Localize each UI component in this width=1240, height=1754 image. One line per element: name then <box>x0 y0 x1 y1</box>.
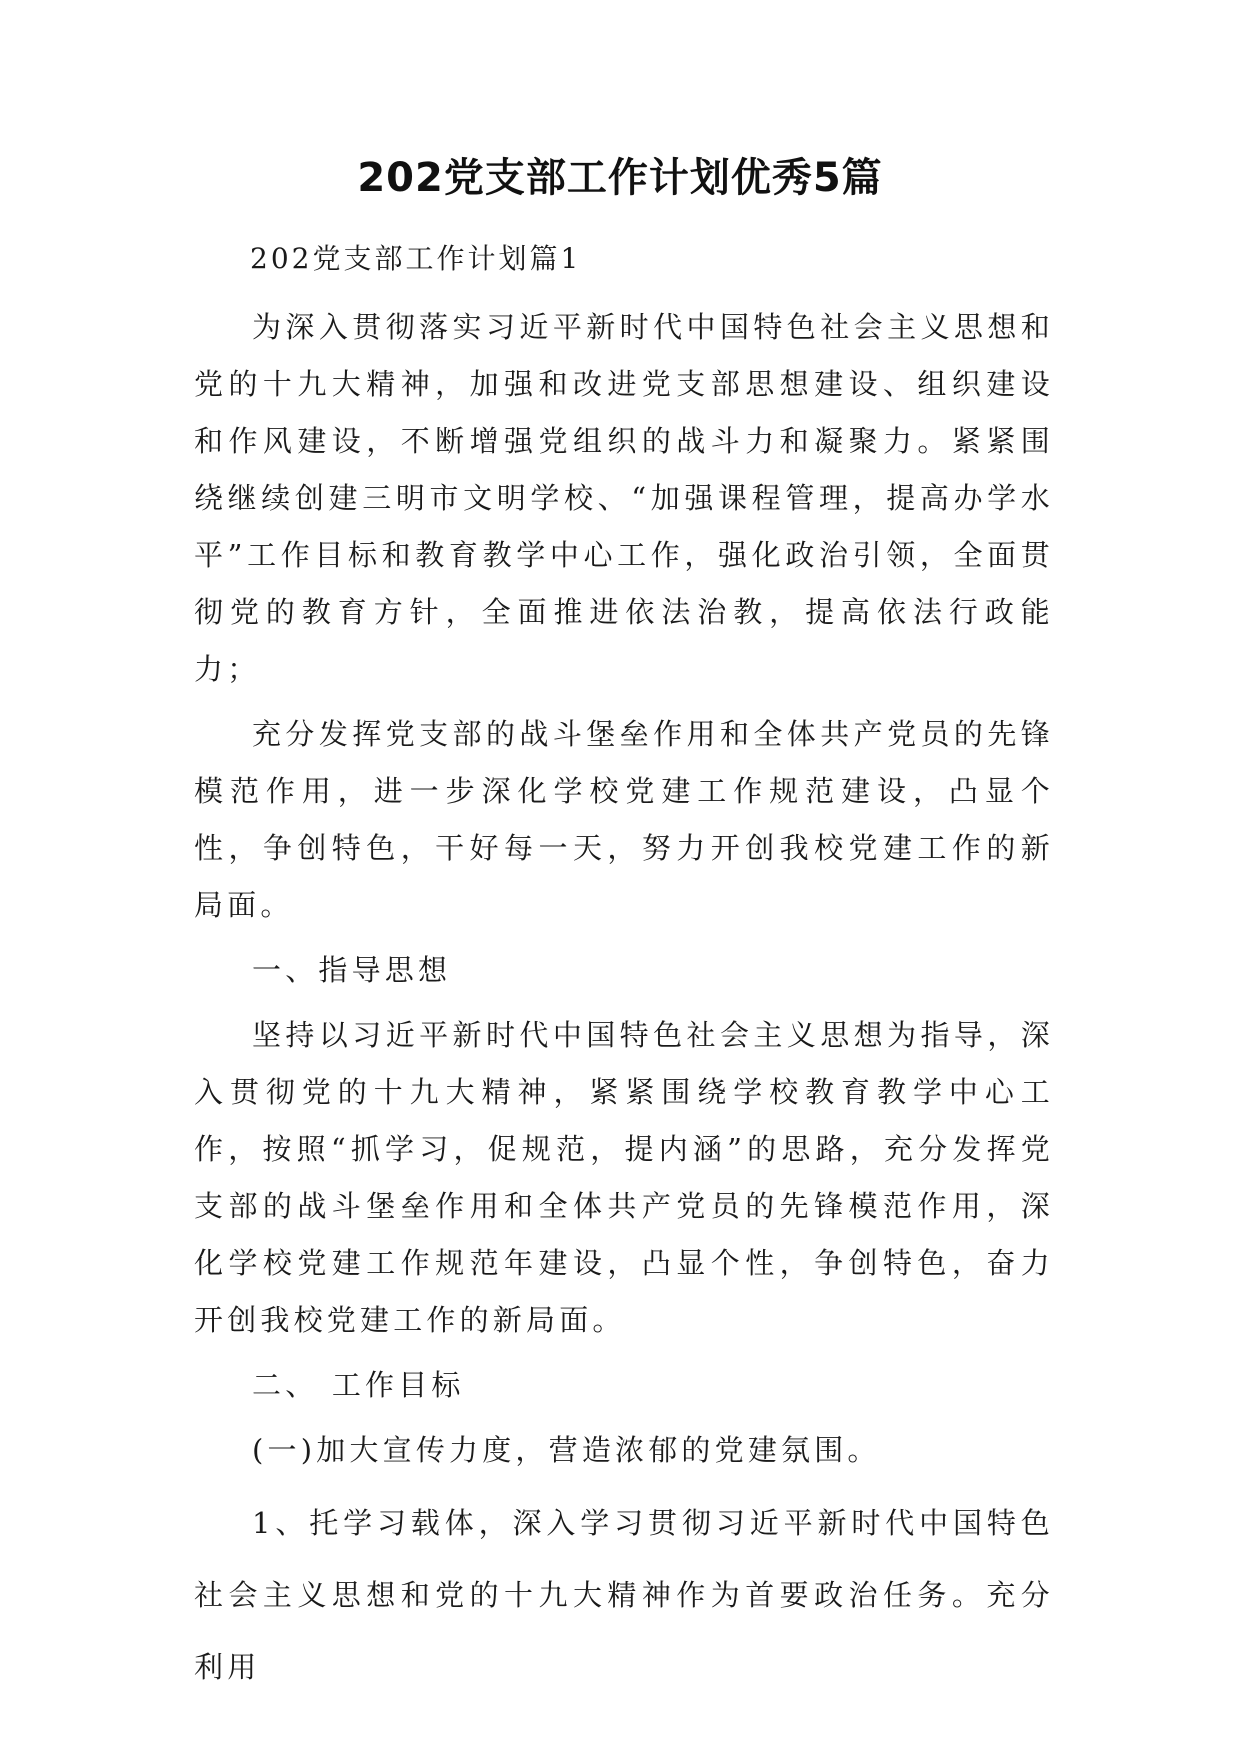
heading-work-goals: 二、 工作目标 <box>252 1368 465 1402</box>
document-title: 202党支部工作计划优秀5篇 <box>357 155 883 201</box>
heading-publicity: (一)加大宣传力度，营造浓郁的党建氛围。 <box>252 1433 881 1467</box>
heading-guiding-thought: 一、指导思想 <box>252 953 452 987</box>
paragraph-guiding-thought: 坚持以习近平新时代中国特色社会主义思想为指导，深入贯彻党的十九大精神，紧紧围绕学校教育教学中心工作，按照“抓学习，促规范，提内涵”的思路，充分发挥党支部的战斗堡垒作用和全体共产党员的先锋模范作用，深化学校党建工作规范年建设，凸显个性，争创特色，奋力开创我校党建工作的新局面。 <box>194 1018 1054 1337</box>
paragraph-goal: 充分发挥党支部的战斗堡垒作用和全体共产党员的先锋模范作用，进一步深化学校党建工作规范建设，凸显个性，争创特色，干好每一天，努力开创我校党建工作的新局面。 <box>194 717 1054 922</box>
section-subtitle: 202党支部工作计划篇1 <box>250 242 582 275</box>
document-body <box>194 230 1054 1703</box>
paragraph-intro: 为深入贯彻落实习近平新时代中国特色社会主义思想和党的十九大精神，加强和改进党支部思想建设、组织建设和作风建设，不断增强党组织的战斗力和凝聚力。紧紧围绕继续创建三明市文明学校、“加强课程管理，提高办学水平”工作目标和教育教学中心工作，强化政治引领，全面贯彻党的教育方针，全面推进依法治教，提高依法行政能力； <box>194 310 1054 686</box>
paragraph-study-carrier: 1、托学习载体，深入学习贯彻习近平新时代中国特色社会主义思想和党的十九大精神作为首要政治任务。充分利用 <box>194 1506 1054 1684</box>
